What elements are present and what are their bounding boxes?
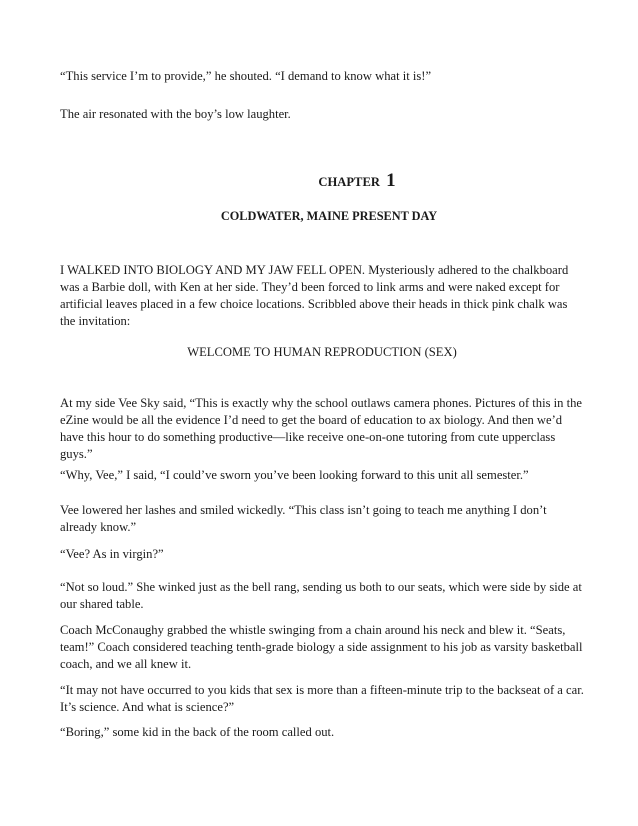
- paragraph-boring: “Boring,” some kid in the back of the room called out.: [60, 725, 335, 739]
- paragraph-opening: I WALKED INTO BIOLOGY AND MY JAW FELL OPEN. Mysteriously adhered to the chalkboard was a Barbie doll, with Ken at her side. They’d been forced to link arms and were naked except for artificial leaves placed in a few choice locations. Scribbled above their heads in thick pink chalk was the invitation:: [60, 263, 569, 328]
- chapter-heading: [38, 171, 638, 192]
- chapter-subtitle: COLDWATER, MAINE PRESENT DAY: [220, 209, 438, 223]
- paragraph-camera-phones: At my side Vee Sky said, “This is exactly why the school outlaws camera phones. Pictures of this in the eZine would be all the evidence I’d need to get the board of education to ax biology. And then we’d have this hour to do something productive—like receive one-on-one tutoring from cute upperclass guys.”: [60, 396, 582, 461]
- paragraph-demand: “This service I’m to provide,” he shouted. “I demand to know what it is!”: [60, 69, 432, 83]
- chapter-number: 1: [386, 170, 396, 191]
- paragraph-not-so-loud: “Not so loud.” She winked just as the bell rang, sending us both to our seats, which were side by side at our shared table.: [60, 580, 582, 611]
- paragraph-lowered-lashes: Vee lowered her lashes and smiled wickedly. “This class isn’t going to teach me anything I don’t already know.”: [60, 503, 547, 534]
- chalkboard-invitation: WELCOME TO HUMAN REPRODUCTION (SEX): [187, 345, 457, 359]
- chapter-label: CHAPTER: [318, 175, 380, 189]
- paragraph-why-vee: “Why, Vee,” I said, “I could’ve sworn you’ve been looking forward to this unit all semester.”: [60, 468, 529, 482]
- paragraph-coach: Coach McConaughy grabbed the whistle swinging from a chain around his neck and blew it. “Seats, team!” Coach considered teaching tenth-grade biology a side assignment to his job as varsity basketball coach, and we all knew it.: [60, 623, 583, 671]
- paragraph-science: “It may not have occurred to you kids that sex is more than a fifteen-minute trip to the backseat of a car. It’s science. And what is science?”: [60, 683, 584, 714]
- paragraph-laughter: The air resonated with the boy’s low laughter.: [60, 107, 291, 121]
- paragraph-virgin: “Vee? As in virgin?”: [60, 547, 164, 561]
